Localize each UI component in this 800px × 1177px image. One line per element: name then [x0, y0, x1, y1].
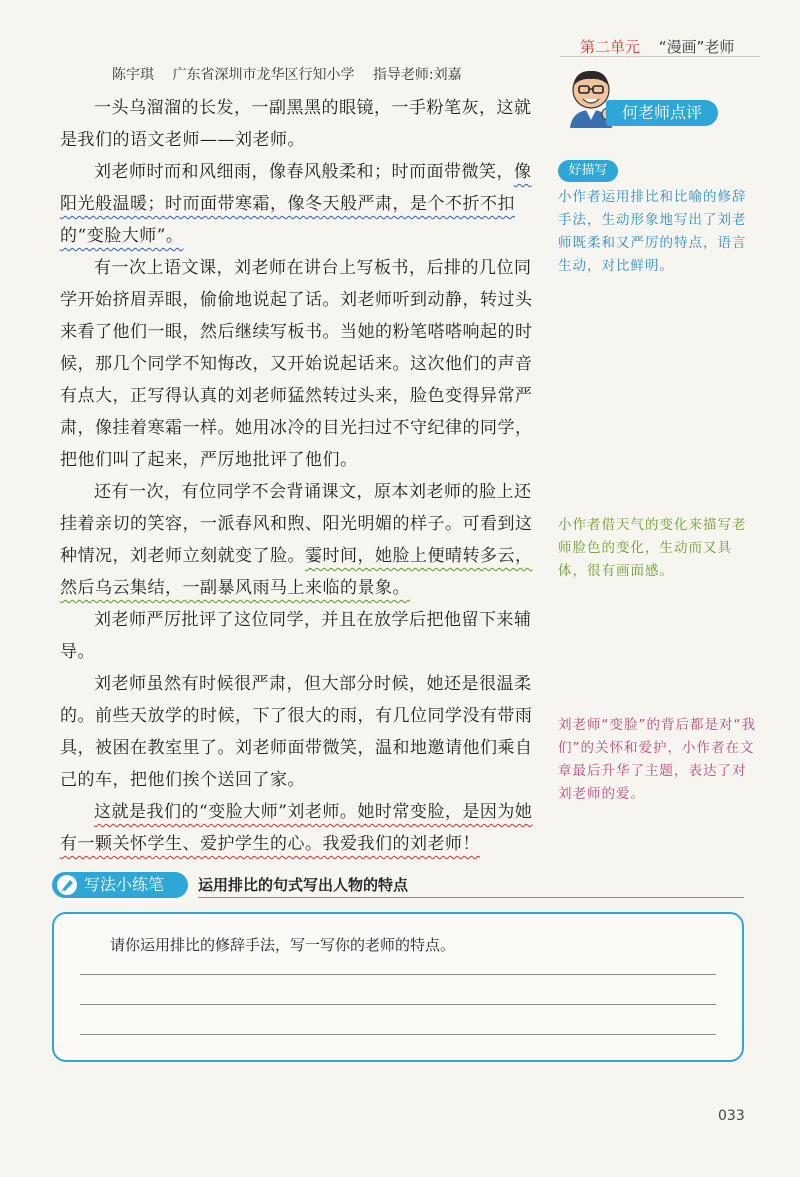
paragraph: 刘老师虽然有时候很严肃，但大部分时候，她还是很温柔的。前些天放学的时候，下了很大的雨，有几位同学没有带雨具，被困在教室里了。刘老师面带微笑，温和地邀请他们乘自己的车，把他们挨个送回了家。 — [60, 674, 533, 790]
highlight-blue: 像阳光般温暖；时而面带寒霜，像冬天般严肃，是个不折不扣的“变脸大师”。 — [60, 162, 532, 246]
school-name: 广东省深圳市龙华区行知小学 — [172, 67, 355, 83]
byline — [112, 64, 476, 84]
writing-line[interactable] — [80, 1034, 716, 1035]
review-note: 小作者借天气的变化来描写老师脸色的变化，生动而又具体，很有画面感。 — [558, 517, 747, 579]
exercise-box — [52, 912, 744, 1062]
paragraph: 有一次上语文课，刘老师在讲台上写板书，后排的几位同学开始挤眉弄眼，偷偷地说起了话。刘老师听到动静，转过头来看了他们一眼，然后继续写板书。当她的粉笔嗒嗒响起的时候，那几个同学不知悔改，又开始说起话来。这次他们的声音有点大，正写得认真的刘老师猛然转过头来，脸色变得异常严肃，像挂着寒霜一样。她用冰冷的目光扫过不守纪律的同学，把他们叫了起来，严厉地批评了他们。 — [60, 258, 533, 470]
page-number: 033 — [718, 1108, 745, 1124]
exercise-label: 写法小练笔 — [84, 875, 165, 894]
exercise-pill — [52, 872, 188, 898]
unit-label: 第二单元 — [580, 38, 641, 56]
review-note: 刘老师“变脸”的背后都是对“我们”的关怀和爱护，小作者在文章最后升华了主题，表达了对刘老师的爱。 — [558, 717, 756, 802]
author-name: 陈宇琪 — [112, 67, 154, 83]
paragraph: 刘老师严厉批评了这位同学，并且在放学后把他留下来辅导。 — [60, 610, 532, 662]
highlight-red: 这就是我们的“变脸大师”刘老师。她时常变脸，是因为她有一颗关怀学生、爱护学生的心。我爱我们的刘老师！ — [60, 802, 533, 854]
running-header — [580, 36, 734, 57]
review-note: 小作者运用排比和比喻的修辞手法，生动形象地写出了刘老师既柔和又严厉的特点，语言生动，对比鲜明。 — [558, 189, 747, 274]
writing-line[interactable] — [80, 974, 716, 975]
chapter-title: “漫画”老师 — [658, 38, 735, 56]
paragraph-text: 还有一次，有位同学不会背诵课文，原本刘老师的脸上还挂着亲切的笑容，一派春风和煦、阳光明媚的样子。可看到这种情况，刘老师立刻就变了脸。 — [60, 482, 533, 566]
exercise-prompt: 请你运用排比的修辞手法，写一写你的老师的特点。 — [110, 936, 456, 954]
paragraph-text: 刘老师时而和风细雨，像春风般柔和；时而面带微笑， — [94, 162, 514, 182]
highlight-green: 霎时间，她脸上便晴转多云，然后乌云集结，一副暴风雨马上来临的景象。 — [60, 546, 533, 598]
paragraph — [60, 476, 542, 604]
paragraph — [60, 796, 542, 860]
good-description-tag: 好描写 — [558, 160, 618, 182]
advisor-name: 指导老师:刘嘉 — [372, 67, 462, 83]
review-badge: 何老师点评 — [606, 100, 718, 126]
exercise-rule — [198, 897, 744, 898]
exercise-header — [52, 872, 752, 900]
pen-icon — [56, 874, 78, 896]
writing-line[interactable] — [80, 1004, 716, 1005]
paragraph — [60, 156, 542, 252]
article-body — [60, 92, 542, 860]
header-divider — [560, 56, 760, 57]
exercise-subtitle: 运用排比的句式写出人物的特点 — [198, 876, 409, 894]
paragraph: 一头乌溜溜的长发，一副黑黑的眼镜，一手粉笔灰，这就是我们的语文老师——刘老师。 — [60, 98, 532, 150]
